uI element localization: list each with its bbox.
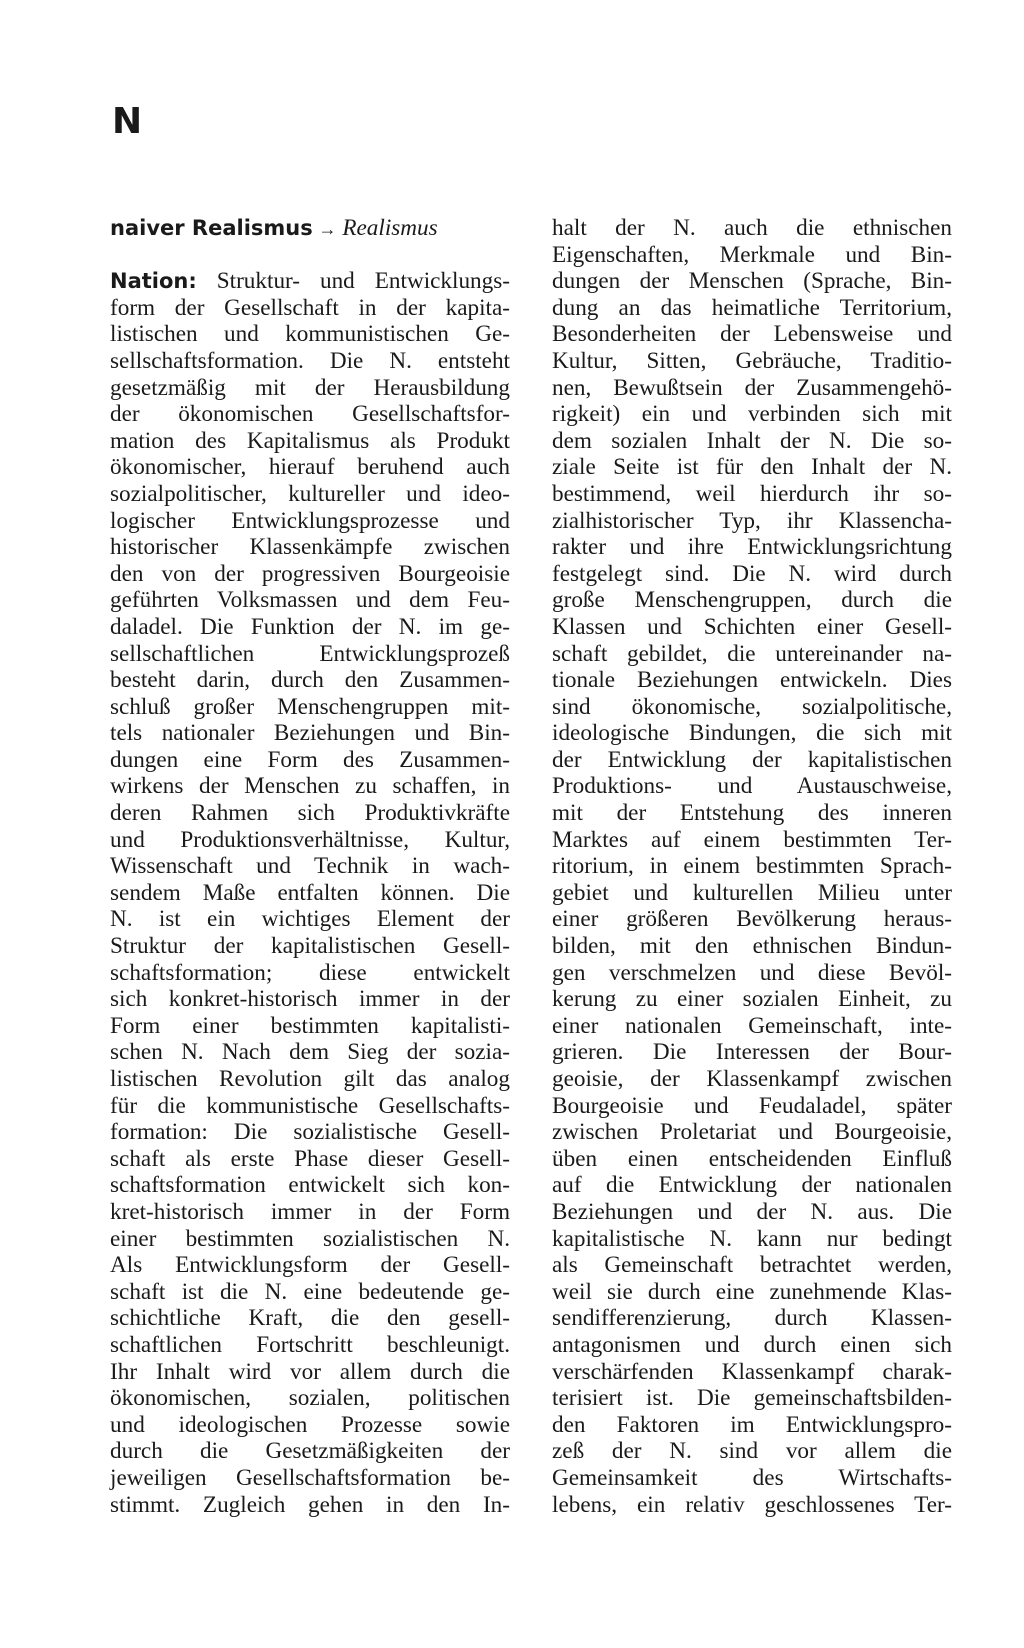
line-text: gebiet und kulturellen Milieu unter [552, 879, 952, 906]
text-line [110, 1252, 510, 1279]
entry-nation-left [110, 268, 510, 1518]
line-text: form der Gesellschaft in der kapita- [110, 294, 510, 321]
text-line [552, 295, 952, 322]
line-text: wirkens der Menschen zu schaffen, in [110, 773, 510, 800]
text-line [110, 1359, 510, 1386]
line-text: ökonomischen, sozialen, politischen [110, 1385, 510, 1412]
line-text: Marktes auf einem bestimmten Ter- [552, 826, 952, 853]
text-line [552, 800, 952, 827]
line-text: zialhistorischer Typ, ihr Klassencha- [552, 507, 952, 534]
text-line [110, 1119, 510, 1146]
text-line [552, 242, 952, 269]
line-text: schaft gebildet, die untereinander na- [552, 640, 952, 667]
text-line [110, 1279, 510, 1306]
line-text: terisiert ist. Die gemeinschaftsbilden- [552, 1385, 952, 1412]
line-text: listischen und kommunistischen Ge- [110, 321, 510, 348]
line-text: logischer Entwicklungsprozesse und [110, 507, 510, 534]
line-text: Besonderheiten der Lebensweise und [552, 321, 952, 348]
text-line [552, 773, 952, 800]
text-line [552, 960, 952, 987]
text-line [110, 1066, 510, 1093]
line-text: ziale Seite ist für den Inhalt der N. [552, 454, 952, 481]
line-text: kapitalistische N. kann nur bedingt [552, 1225, 952, 1252]
text-line [110, 773, 510, 800]
text-line [552, 1492, 952, 1519]
line-text: schaftsformation; diese entwickelt [110, 959, 510, 986]
line-text: Bourgeoisie und Feudaladel, später [552, 1092, 952, 1119]
text-line [110, 853, 510, 880]
line-text: Struktur- und Entwicklungs- [216, 268, 510, 295]
text-line [552, 1146, 952, 1173]
line-text: tels nationaler Beziehungen und Bin- [110, 720, 510, 747]
line-text: mit der Entstehung des inneren [552, 800, 952, 827]
line-text: stimmt. Zugleich gehen in den In- [110, 1491, 510, 1518]
line-text: zwischen Proletariat und Bourgeoisie, [552, 1119, 952, 1146]
text-line [110, 667, 510, 694]
entry-term: naiver Realismus [110, 216, 313, 240]
text-line [110, 1226, 510, 1253]
text-line [552, 880, 952, 907]
text-line [110, 1039, 510, 1066]
text-line [110, 1332, 510, 1359]
text-line [552, 747, 952, 774]
text-line [552, 614, 952, 641]
text-line [552, 1252, 952, 1279]
cross-reference-link[interactable]: Realismus [342, 215, 438, 241]
entry-naiver-realismus [110, 215, 510, 242]
line-text: große Menschengruppen, durch die [552, 587, 952, 614]
text-line [552, 375, 952, 402]
line-text: sellschaftlichen Entwicklungsprozeß [110, 640, 510, 667]
text-line [110, 401, 510, 428]
line-text: Ihr Inhalt wird vor allem durch die [110, 1358, 510, 1385]
text-line [552, 1305, 952, 1332]
line-text: ökonomischer, hierauf beruhend auch [110, 454, 510, 481]
line-text: Eigenschaften, Merkmale und Bin- [552, 241, 952, 268]
line-text: formation: Die sozialistische Gesell- [110, 1119, 510, 1146]
line-text: einer bestimmten sozialistischen N. [110, 1225, 510, 1252]
text-line [110, 960, 510, 987]
line-text: bestimmend, weil hierdurch ihr so- [552, 480, 952, 507]
line-text: schaftsformation entwickelt sich kon- [110, 1172, 510, 1199]
text-line [552, 1119, 952, 1146]
line-text: dungen der Menschen (Sprache, Bin- [552, 268, 952, 295]
line-text: als Gemeinschaft betrachtet werden, [552, 1252, 952, 1279]
line-text: listischen Revolution gilt das analog [110, 1066, 510, 1092]
text-line [552, 1412, 952, 1439]
line-text: festgelegt sind. Die N. wird durch [552, 560, 952, 587]
line-text: dungen eine Form des Zusammen- [110, 746, 510, 773]
text-line [110, 321, 510, 348]
text-line [552, 720, 952, 747]
line-text: geführten Volksmassen und dem Feu- [110, 587, 510, 614]
line-text: schichtliche Kraft, die den gesell- [110, 1305, 510, 1332]
line-text: rakter und ihre Entwicklungsrichtung [552, 534, 952, 561]
line-text: Kultur, Sitten, Gebräuche, Traditio- [552, 347, 952, 374]
line-text: Produktions- und Austauschweise, [552, 773, 952, 800]
text-line [110, 561, 510, 588]
text-line [552, 1385, 952, 1412]
text-line [110, 1172, 510, 1199]
line-text: ritorium, in einem bestimmten Sprach- [552, 853, 952, 880]
text-line [552, 401, 952, 428]
text-line [110, 534, 510, 561]
line-text: schen N. Nach dem Sieg der sozia- [110, 1039, 510, 1066]
text-line [110, 348, 510, 375]
line-text: auf die Entwicklung der nationalen [552, 1172, 952, 1199]
line-text: historischer Klassenkämpfe zwischen [110, 534, 510, 561]
text-line [552, 1359, 952, 1386]
line-text: daladel. Die Funktion der N. im ge- [110, 613, 510, 640]
text-line [552, 1332, 952, 1359]
text-line [552, 587, 952, 614]
line-text: sendifferenzierung, durch Klassen- [552, 1305, 952, 1332]
line-text: tionale Beziehungen entwickeln. Dies [552, 667, 952, 694]
line-text: durch die Gesetzmäßigkeiten der [110, 1438, 510, 1465]
line-text: deren Rahmen sich Produktivkräfte [110, 800, 510, 827]
text-line [552, 1093, 952, 1120]
line-text: Beziehungen und der N. aus. Die [552, 1198, 952, 1225]
text-line [110, 827, 510, 854]
line-text: sozialpolitischer, kultureller und ideo- [110, 480, 510, 507]
line-text: Form einer bestimmten kapitalisti- [110, 1012, 510, 1039]
arrow-icon: → [318, 219, 337, 239]
line-text: der ökonomischen Gesellschaftsfor- [110, 401, 510, 428]
line-text: Wissenschaft und Technik in wach- [110, 853, 510, 880]
line-text: antagonismen und durch einen sich [552, 1331, 952, 1358]
text-line [552, 1465, 952, 1492]
line-text: N. ist ein wichtiges Element der [110, 906, 510, 933]
entry-nation-right [552, 215, 952, 1518]
text-line [110, 880, 510, 907]
text-line [552, 215, 952, 242]
text-line [110, 508, 510, 535]
text-line [552, 1279, 952, 1306]
line-text: für die kommunistische Gesellschafts- [110, 1092, 510, 1119]
line-text: dung an das heimatliche Territorium, [552, 294, 952, 321]
text-line [552, 1172, 952, 1199]
text-line [552, 561, 952, 588]
line-text: schaft ist die N. eine bedeutende ge- [110, 1278, 510, 1305]
text-line [110, 428, 510, 455]
text-line [110, 1199, 510, 1226]
text-line [552, 827, 952, 854]
line-text: sellschaftsformation. Die N. entsteht [110, 347, 510, 374]
text-line [552, 1013, 952, 1040]
text-line [110, 1438, 510, 1465]
line-text: ideologische Bindungen, die sich mit [552, 720, 952, 747]
line-text: einer nationalen Gemeinschaft, inte- [552, 1012, 952, 1039]
right-column [552, 215, 952, 1518]
line-text: den Faktoren im Entwicklungspro- [552, 1411, 952, 1438]
text-line [552, 853, 952, 880]
line-text: mation des Kapitalismus als Produkt [110, 427, 510, 454]
text-line [552, 641, 952, 668]
text-line [552, 508, 952, 535]
text-line [552, 1226, 952, 1253]
line-text: der Entwicklung der kapitalistischen [552, 746, 952, 773]
text-line [110, 454, 510, 481]
line-text: und ideologischen Prozesse sowie [110, 1411, 510, 1438]
line-text: den von der progressiven Bourgeoisie [110, 560, 510, 587]
text-line [110, 1093, 510, 1120]
text-line [552, 321, 952, 348]
text-line [110, 295, 510, 322]
line-text: besteht darin, durch den Zusammen- [110, 667, 510, 694]
line-text: sich konkret-historisch immer in der [110, 986, 510, 1013]
line-text: zeß der N. sind vor allem die [552, 1438, 952, 1465]
text-line [110, 800, 510, 827]
line-text: Struktur der kapitalistischen Gesell- [110, 933, 510, 960]
text-line [110, 1465, 510, 1492]
line-text: gesetzmäßig mit der Herausbildung [110, 374, 510, 401]
line-text: kerung zu einer sozialen Einheit, zu [552, 986, 952, 1013]
line-text: rigkeit) ein und verbinden sich mit [552, 401, 952, 428]
text-line [110, 1385, 510, 1412]
text-line [552, 933, 952, 960]
line-text: Klassen und Schichten einer Gesell- [552, 613, 952, 640]
text-line [552, 454, 952, 481]
line-text: Als Entwicklungsform der Gesell- [110, 1252, 510, 1279]
text-line [110, 641, 510, 668]
line-text: geoisie, der Klassenkampf zwischen [552, 1066, 952, 1092]
text-line [552, 1438, 952, 1465]
text-line [110, 375, 510, 402]
line-text: sind ökonomische, sozialpolitische, [552, 693, 952, 720]
line-text: jeweiligen Gesellschaftsformation be- [110, 1464, 510, 1491]
line-text: einer größeren Bevölkerung heraus- [552, 906, 952, 933]
text-line [110, 1146, 510, 1173]
line-text: gen verschmelzen und diese Bevöl- [552, 959, 952, 986]
text-line [110, 694, 510, 721]
text-line [552, 481, 952, 508]
line-text: üben einen entscheidenden Einfluß [552, 1145, 952, 1172]
text-line [552, 428, 952, 455]
text-line [110, 587, 510, 614]
text-line [552, 348, 952, 375]
text-line [552, 1039, 952, 1066]
line-text: schaftlichen Fortschritt beschleunigt. [110, 1331, 510, 1358]
text-line [552, 667, 952, 694]
line-text: grieren. Die Interessen der Bour- [552, 1039, 952, 1066]
line-text: schaft als erste Phase dieser Gesell- [110, 1145, 510, 1172]
line-text: schluß großer Menschengruppen mit- [110, 693, 510, 720]
text-line [110, 720, 510, 747]
line-text: bilden, mit den ethnischen Bindun- [552, 933, 952, 960]
left-column [110, 215, 510, 1518]
text-line [552, 1066, 952, 1093]
text-line [110, 906, 510, 933]
text-line [110, 1305, 510, 1332]
text-line [552, 906, 952, 933]
line-text: sendem Maße entfalten können. Die [110, 879, 510, 906]
entry-spacer [110, 242, 510, 269]
line-text: dem sozialen Inhalt der N. Die so- [552, 427, 952, 454]
text-line [552, 268, 952, 295]
line-text: halt der N. auch die ethnischen [552, 215, 952, 241]
text-line [110, 1492, 510, 1519]
text-line [110, 1013, 510, 1040]
line-text: und Produktionsverhältnisse, Kultur, [110, 826, 510, 853]
line-text: Gemeinsamkeit des Wirtschafts- [552, 1464, 952, 1491]
text-line [110, 1412, 510, 1439]
text-line [110, 614, 510, 641]
text-line [110, 481, 510, 508]
line-text: kret-historisch immer in der Form [110, 1198, 510, 1225]
entry-term: Nation: [110, 269, 197, 294]
text-line [552, 1199, 952, 1226]
line-text: weil sie durch eine zunehmende Klas- [552, 1278, 952, 1305]
text-line [552, 534, 952, 561]
text-line [552, 986, 952, 1013]
text-line [110, 747, 510, 774]
line-text: lebens, ein relativ geschlossenes Ter- [552, 1491, 952, 1518]
line-text: nen, Bewußtsein der Zusammengehö- [552, 374, 952, 401]
text-line [110, 268, 510, 295]
section-letter: N [112, 101, 143, 142]
text-line [552, 694, 952, 721]
text-line [110, 986, 510, 1013]
line-text: verschärfenden Klassenkampf charak- [552, 1358, 952, 1385]
text-line [110, 933, 510, 960]
